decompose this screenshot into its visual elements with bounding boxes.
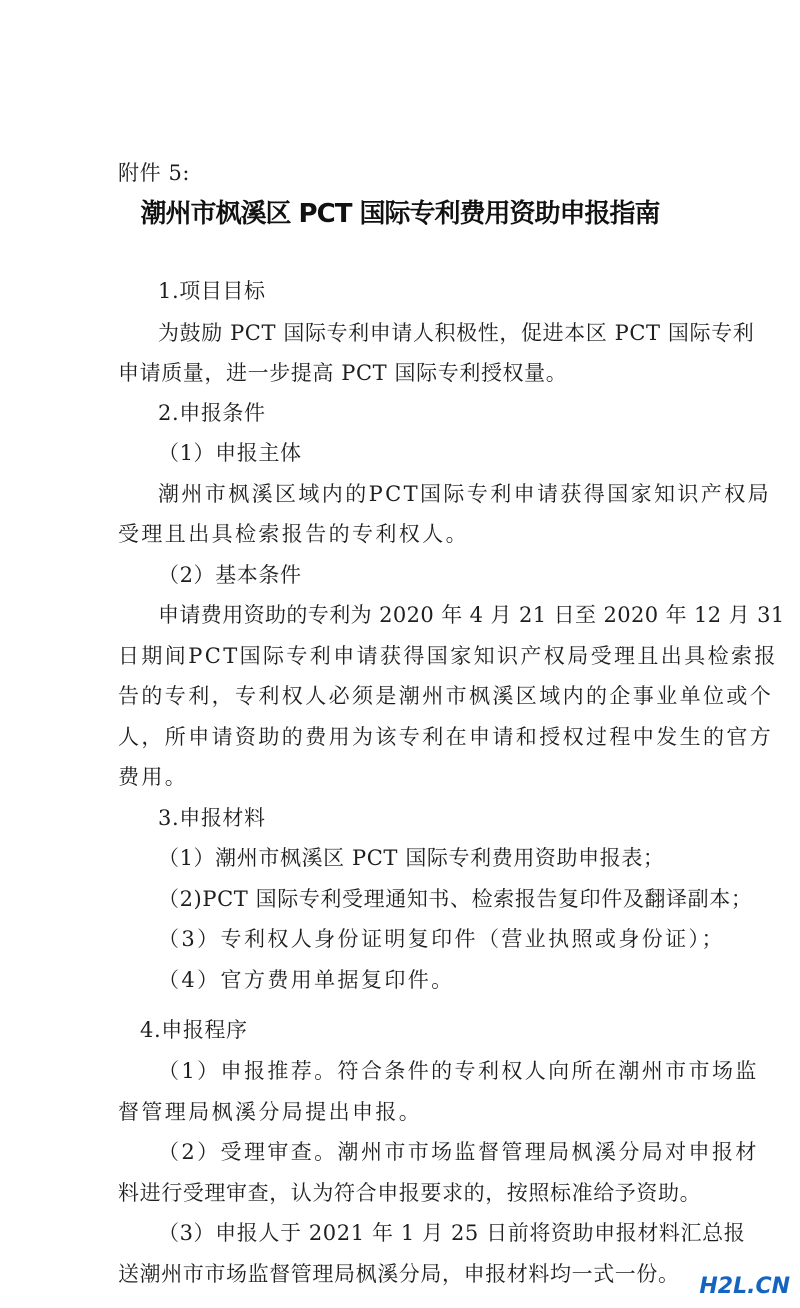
attachment-label: 附件 5:	[118, 161, 191, 185]
body-line: 督管理局枫溪分局提出申报。	[118, 1100, 423, 1124]
list-item: （3）专利权人身份证明复印件（营业执照或身份证）；	[158, 927, 725, 951]
list-item: （4）官方费用单据复印件。	[158, 968, 455, 992]
section-heading: 3.申报材料	[158, 806, 266, 830]
watermark-logo: H2L.CN	[699, 1274, 790, 1299]
body-line: （2）受理审查。潮州市市场监督管理局枫溪分局对申报材	[158, 1140, 759, 1164]
section-heading: 2.申报条件	[158, 401, 266, 425]
body-line: 费用。	[118, 765, 189, 789]
section-heading: 4.申报程序	[140, 1018, 248, 1042]
list-item: （1）潮州市枫溪区 PCT 国际专利费用资助申报表；	[158, 846, 665, 870]
body-line: 申请费用资助的专利为 2020 年 4 月 21 日至 2020 年 12 月 31	[158, 603, 785, 627]
body-line: 为鼓励 PCT 国际专利申请人积极性，促进本区 PCT 国际专利	[158, 321, 755, 345]
body-line: 申请质量，进一步提高 PCT 国际专利授权量。	[118, 361, 568, 385]
body-line: 日期间PCT国际专利申请获得国家知识产权局受理且出具检索报	[118, 644, 778, 668]
body-line: 受理且出具检索报告的专利权人。	[118, 522, 469, 546]
document-title: 潮州市枫溪区 PCT 国际专利费用资助申报指南	[140, 199, 660, 229]
body-line: （1）申报推荐。符合条件的专利权人向所在潮州市市场监	[158, 1059, 759, 1083]
sub-heading: （2）基本条件	[158, 563, 302, 587]
body-line: 料进行受理审查，认为符合申报要求的，按照标准给予资助。	[118, 1181, 702, 1205]
body-line: 潮州市枫溪区域内的PCT国际专利申请获得国家知识产权局	[158, 482, 772, 506]
body-line: 人，所申请资助的费用为该专利在申请和授权过程中发生的官方	[118, 725, 774, 749]
sub-heading: （1）申报主体	[158, 441, 302, 465]
body-line: （3）申报人于 2021 年 1 月 25 日前将资助申报材料汇总报	[158, 1221, 746, 1245]
body-line: 送潮州市市场监督管理局枫溪分局，申报材料均一式一份。	[118, 1262, 680, 1286]
list-item: （2)PCT 国际专利受理通知书、检索报告复印件及翻译副本；	[158, 887, 753, 911]
body-line: 告的专利，专利权人必须是潮州市枫溪区域内的企事业单位或个	[118, 684, 774, 708]
section-heading: 1.项目目标	[158, 279, 266, 303]
